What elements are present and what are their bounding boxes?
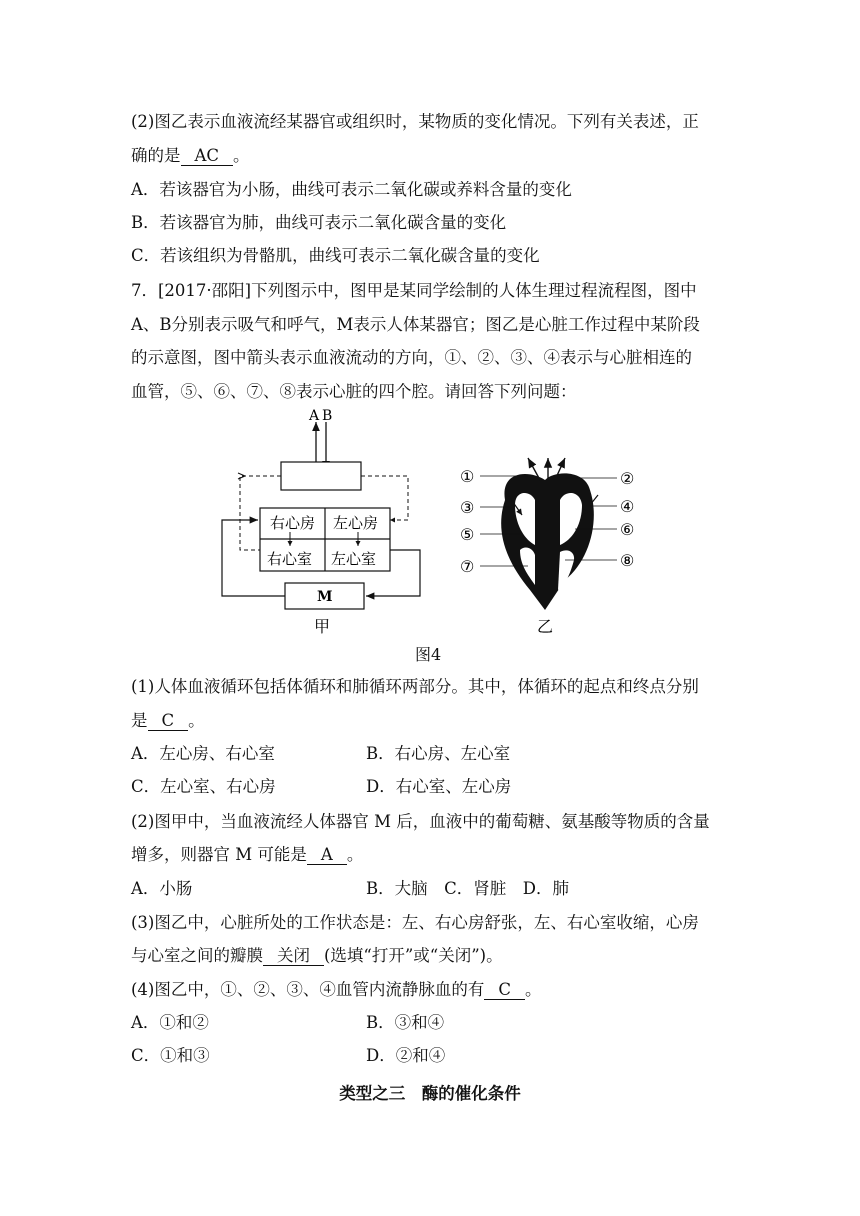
caption-jia: 甲	[314, 617, 331, 636]
label-a: A	[309, 408, 320, 424]
sub4-option-c: C．①和③	[131, 1046, 210, 1065]
label-5: ⑤	[460, 525, 475, 544]
q6-stem-pre: 确的是	[131, 146, 181, 165]
sub1-stem-pre: 是	[131, 711, 148, 730]
sub1-stem-line2	[131, 711, 205, 731]
sub2-options-rest: B．大脑 C．肾脏 D．肺	[366, 879, 569, 898]
left-ventricle: 左心室	[331, 550, 377, 568]
q6-option-b: B．若该器官为肺，曲线可表示二氧化碳含量的变化	[131, 213, 507, 232]
q7-intro-line2: A、B分别表示吸气和呼气，M表示人体某器官；图乙是心脏工作过程中某阶段	[131, 315, 700, 334]
label-6: ⑥	[620, 520, 635, 539]
sub4-stem-pre: (4)图乙中，①、②、③、④血管内流静脉血的有	[131, 980, 485, 999]
q7-intro-line4: 血管，⑤、⑥、⑦、⑧表示心脏的四个腔。请回答下列问题：	[131, 382, 577, 401]
q6-stem-post: 。	[233, 146, 250, 165]
label-3: ③	[460, 498, 475, 517]
right-ventricle: 右心室	[267, 550, 313, 568]
sub1-option-d: D．右心室、左心房	[366, 777, 512, 796]
q6-answer: AC	[181, 147, 234, 166]
sub3-stem-pre: 与心室之间的瓣膜	[131, 946, 263, 965]
sub2-answer: A	[307, 846, 347, 865]
q6-option-a: A．若该器官为小肠，曲线可表示二氧化碳或养料含量的变化	[131, 180, 572, 199]
sub1-stem-line1: (1)人体血液循环包括体循环和肺循环两部分。其中，体循环的起点和终点分别	[131, 677, 699, 696]
figure-yi	[460, 458, 634, 636]
sub2-option-a: A．小肠	[131, 879, 193, 898]
section-heading: 类型之三 酶的催化条件	[339, 1084, 521, 1103]
sub1-option-c: C．左心室、右心房	[131, 777, 276, 796]
lung-box	[281, 462, 361, 490]
sub1-stem-post: 。	[188, 711, 205, 730]
sub1-option-a: A．左心房、右心室	[131, 744, 275, 763]
caption-yi: 乙	[537, 617, 554, 636]
sub3-stem-line1: (3)图乙中，心脏所处的工作状态是：左、右心房舒张，左、右心室收缩，心房	[131, 913, 699, 932]
sub3-answer: 关闭	[263, 947, 324, 966]
sub2-stem-post: 。	[346, 845, 364, 864]
sub4-answer: C	[484, 981, 525, 1000]
right-atrium: 右心房	[270, 514, 316, 532]
label-7: ⑦	[460, 557, 475, 576]
label-1: ①	[460, 467, 475, 486]
sub4-stem-post: 。	[525, 980, 542, 999]
figure-title: 图4	[415, 645, 442, 664]
sub2-stem-line1: (2)图甲中，当血液流经人体器官 M 后，血液中的葡萄糖、氨基酸等物质的含量	[131, 812, 710, 831]
sub4-option-b: B．③和④	[366, 1013, 445, 1032]
sub1-option-b: B．右心房、左心室	[366, 744, 511, 763]
sub1-answer: C	[148, 712, 189, 731]
q6-stem-line1: (2)图乙表示血液流经某器官或组织时，某物质的变化情况。下列有关表述，正	[131, 112, 699, 131]
label-b: B	[322, 408, 333, 424]
sub4-stem	[131, 980, 542, 1000]
organ-m-label: M	[317, 589, 333, 605]
sub3-stem-line2	[131, 946, 503, 966]
label-8: ⑧	[620, 551, 635, 570]
sub4-option-a: A．①和②	[131, 1013, 209, 1032]
left-atrium: 左心房	[333, 514, 379, 532]
sub4-option-d: D．②和④	[366, 1046, 446, 1065]
q6-option-c: C．若该组织为骨骼肌，曲线可表示二氧化碳含量的变化	[131, 246, 540, 265]
q7-intro-line1: 7．[2017·邵阳]下列图示中，图甲是某同学绘制的人体生理过程流程图，图中	[131, 281, 697, 300]
sub3-stem-post: (选填“打开”或“关闭”)。	[324, 946, 503, 965]
label-2: ②	[620, 469, 635, 488]
heart-silhouette	[501, 473, 594, 610]
label-4: ④	[620, 497, 635, 516]
q7-intro-line3: 的示意图，图中箭头表示血液流动的方向，①、②、③、④表示与心脏相连的	[131, 348, 692, 367]
sub2-stem-pre: 增多，则器官 M 可能是	[131, 845, 307, 864]
sub2-stem-line2	[131, 845, 363, 865]
pulmonary-arrowhead	[238, 473, 245, 479]
